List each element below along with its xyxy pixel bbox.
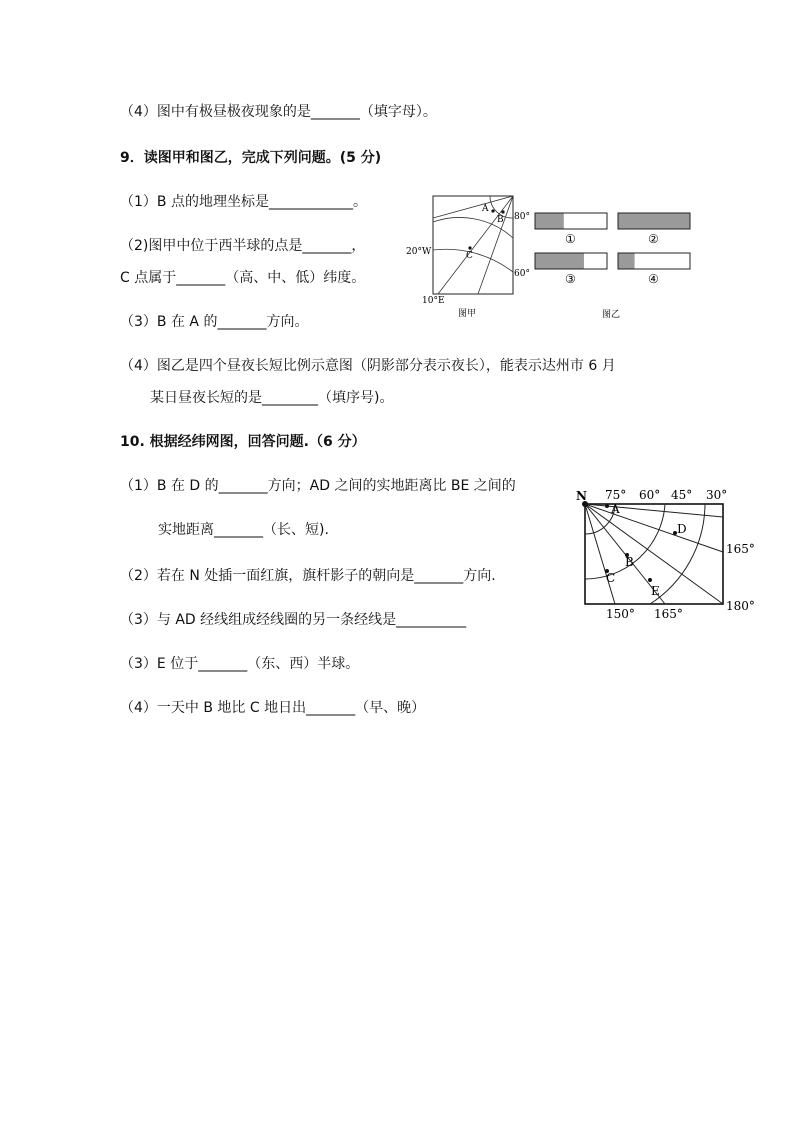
graticule-label-e: E: [651, 584, 660, 598]
day-night-bar: [618, 213, 690, 246]
graticule-label-c: C: [606, 571, 616, 585]
graticule-label-top60: 60°: [639, 488, 661, 502]
q9-item1: （1）B 点的地理坐标是____________。: [120, 194, 367, 210]
fig-jia-caption: 图甲: [458, 309, 477, 319]
day-night-bar: [618, 253, 690, 286]
day-night-bar: [535, 213, 607, 246]
q10-heading: 10. 根据经纬网图，回答问题.（6 分）: [120, 434, 366, 450]
graticule-label-right165: 165°: [726, 542, 755, 556]
fig-yi-caption: 图乙: [602, 310, 621, 320]
graticule-label-top30: 30°: [706, 488, 728, 502]
fig-jia-label-80: 80°: [514, 212, 530, 222]
graticule-point-e: [648, 578, 652, 582]
graticule-label-d: D: [677, 522, 687, 536]
q9-heading: 9．读图甲和图乙，完成下列问题。(5 分): [120, 150, 382, 166]
q10-item3b: （3）E 位于_______（东、西）半球。: [120, 656, 360, 672]
fig-jia-label-10e: 10°E: [422, 296, 445, 306]
fig-jia-lat-60: [433, 249, 513, 272]
graticule-label-top75: 75°: [605, 488, 627, 502]
fig-jia-meridian-2: [438, 196, 513, 294]
fig-jia-label-60: 60°: [514, 269, 530, 279]
graticule-label-bot150: 150°: [606, 607, 635, 621]
graticule-label-top45: 45°: [671, 488, 693, 502]
fig-jia-label-c: C: [466, 251, 473, 261]
q10-item2: （2）若在 N 处插一面红旗，旗杆影子的朝向是_______方向.: [120, 568, 496, 584]
day-night-bar: [535, 253, 607, 286]
graticule-label-a: A: [611, 502, 620, 516]
graticule-label-b: B: [625, 555, 634, 569]
figure-jia: [400, 190, 530, 320]
q9-item4b: 某日昼夜长短的是________（填序号)。: [150, 390, 394, 406]
q10-item4: （4）一天中 B 地比 C 地日出_______（早、晚）: [120, 700, 426, 716]
bar-night-segment: [618, 213, 690, 229]
bar-night-segment: [535, 253, 584, 269]
q9-item3: （3）B 在 A 的_______方向。: [120, 314, 309, 330]
fig-jia-point-a: [491, 209, 494, 212]
q8-item4: （4）图中有极昼极夜现象的是_______（填字母）。: [120, 104, 437, 120]
figure-yi: [530, 205, 700, 320]
graticule-label-right180: 180°: [726, 599, 755, 613]
fig-jia-point-c: [468, 246, 471, 249]
bar-night-segment: [535, 213, 564, 229]
q10-item1: （1）B 在 D 的_______方向；AD 之间的实地距离比 BE 之间的: [120, 478, 516, 494]
bar-label: ①: [565, 232, 576, 246]
q9-item4: （4）图乙是四个昼夜长短比例示意图（阴影部分表示夜长），能表示达州市 6 月: [120, 358, 616, 374]
q10-item1b: 实地距离_______（长、短).: [158, 522, 329, 538]
fig-jia-label-20w: 20°W: [406, 247, 432, 257]
figure-graticule: [570, 484, 770, 624]
graticule-label-n: N: [576, 489, 587, 503]
graticule-point-a: [605, 504, 609, 508]
fig-jia-point-b: [501, 210, 504, 213]
fig-jia-label-a: A: [482, 204, 489, 214]
q9-item2b: C 点属于_______（高、中、低）纬度。: [120, 270, 366, 286]
fig-jia-frame: [433, 196, 513, 294]
q9-item2: （2)图甲中位于西半球的点是_______，: [120, 238, 366, 254]
bar-night-segment: [618, 253, 635, 269]
bar-label: ③: [565, 272, 576, 286]
graticule-label-bot165: 165°: [654, 607, 683, 621]
q10-item3: （3）与 AD 经线组成经线圈的另一条经线是__________: [120, 612, 467, 628]
fig-jia-label-b: B: [497, 215, 504, 225]
bar-label: ④: [648, 272, 659, 286]
bar-label: ②: [648, 232, 659, 246]
